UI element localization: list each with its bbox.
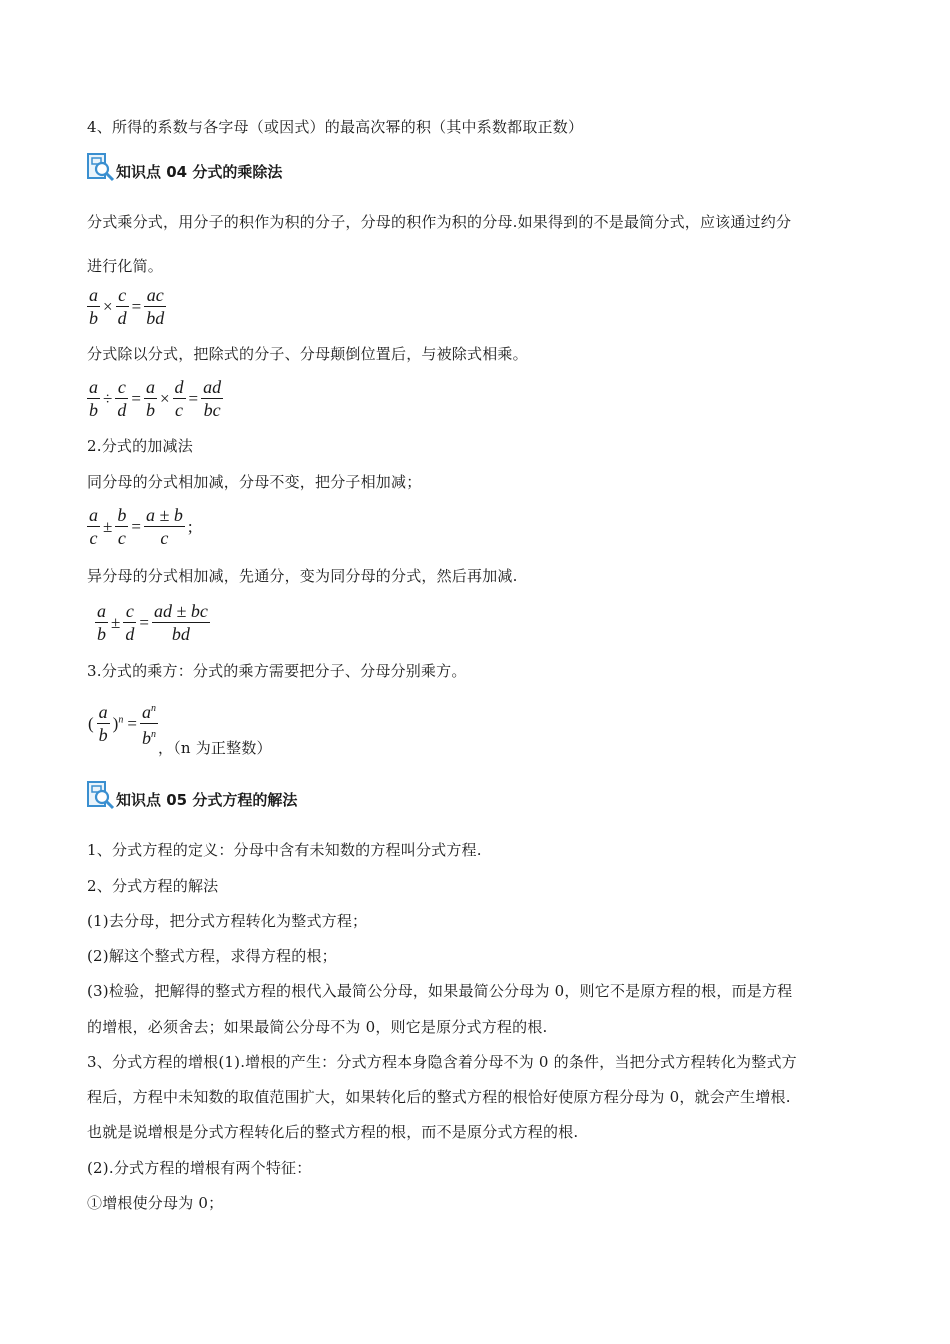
section-heading-04 (86, 152, 282, 182)
text-line: 分式乘分式，用分子的积作为积的分子，分母的积作为积的分母.如果得到的不是最简分式，应该通过约分 (87, 213, 792, 231)
text-line: 分式除以分式，把除式的分子、分母颠倒位置后，与被除式相乘。 (87, 345, 528, 363)
text-line: (3)检验，把解得的整式方程的根代入最简公分母，如果最简公分母为 0，则它不是原方程的根，而是方程 (87, 982, 793, 1000)
heading-text: 知识点 04 分式的乘除法 (116, 163, 283, 181)
text-line: 也就是说增根是分式方程转化后的整式方程的根，而不是原分式方程的根. (87, 1123, 579, 1141)
formula-add-same-denominator: $\frac{a}{c}$ ± $\frac{b}{c}$ = $\frac{a \pm b}{c}$ ; (89, 505, 193, 548)
formula-multiply: $\frac{a}{b}$ × $\frac{c}{d}$ = $\frac{ac}{bd}$ (89, 285, 165, 328)
text-line: ，（n 为正整数） (158, 739, 272, 757)
magnifier-document-icon (86, 152, 116, 182)
text-line: ①增根使分母为 0； (87, 1194, 224, 1212)
text-line: 4、所得的系数与各字母（或因式）的最高次幂的积（其中系数都取正数） (87, 118, 584, 136)
text-line: 异分母的分式相加减，先通分，变为同分母的分式，然后再加减. (87, 567, 518, 585)
magnifier-document-icon (86, 780, 116, 810)
text-line: (2).分式方程的增根有两个特征： (87, 1159, 312, 1177)
heading-text: 知识点 05 分式方程的解法 (116, 791, 298, 809)
formula-power: ( $\frac{a}{b}$ )$^n$ = $\frac{a^n}{b^n}$ (88, 702, 156, 748)
text-line: 同分母的分式相加减，分母不变，把分子相加减； (87, 473, 422, 491)
section-heading-05 (86, 780, 297, 810)
text-line: 的增根，必须舍去；如果最简公分母不为 0，则它是原分式方程的根. (87, 1018, 548, 1036)
text-line: 3、分式方程的增根(1).增根的产生：分式方程本身隐含着分母不为 0 的条件，当把分式方程转化为整式方 (87, 1053, 797, 1071)
text-line: 进行化简。 (87, 257, 164, 275)
text-line: (1)去分母，把分式方程转化为整式方程； (87, 912, 368, 930)
text-line: 1、分式方程的定义：分母中含有未知数的方程叫分式方程. (87, 841, 482, 859)
text-line: 3.分式的乘方：分式的乘方需要把分子、分母分别乘方。 (87, 662, 467, 680)
formula-add-diff-denominator: $\frac{a}{b}$ ± $\frac{c}{d}$ = $\frac{ad \pm bc}{bd}$ (97, 601, 208, 644)
text-line: 2、分式方程的解法 (87, 877, 219, 895)
text-line: 2.分式的加减法 (87, 437, 193, 455)
formula-divide: $\frac{a}{b}$ ÷ $\frac{c}{d}$ = $\frac{a}{b}$ × $\frac{d}{c}$ = $\frac{ad}{bc}$ (89, 377, 222, 420)
text-line: 程后，方程中未知数的取值范围扩大，如果转化后的整式方程的根恰好使原方程分母为 0，就会产生增根. (87, 1088, 791, 1106)
text-line: (2)解这个整式方程，求得方程的根； (87, 947, 337, 965)
